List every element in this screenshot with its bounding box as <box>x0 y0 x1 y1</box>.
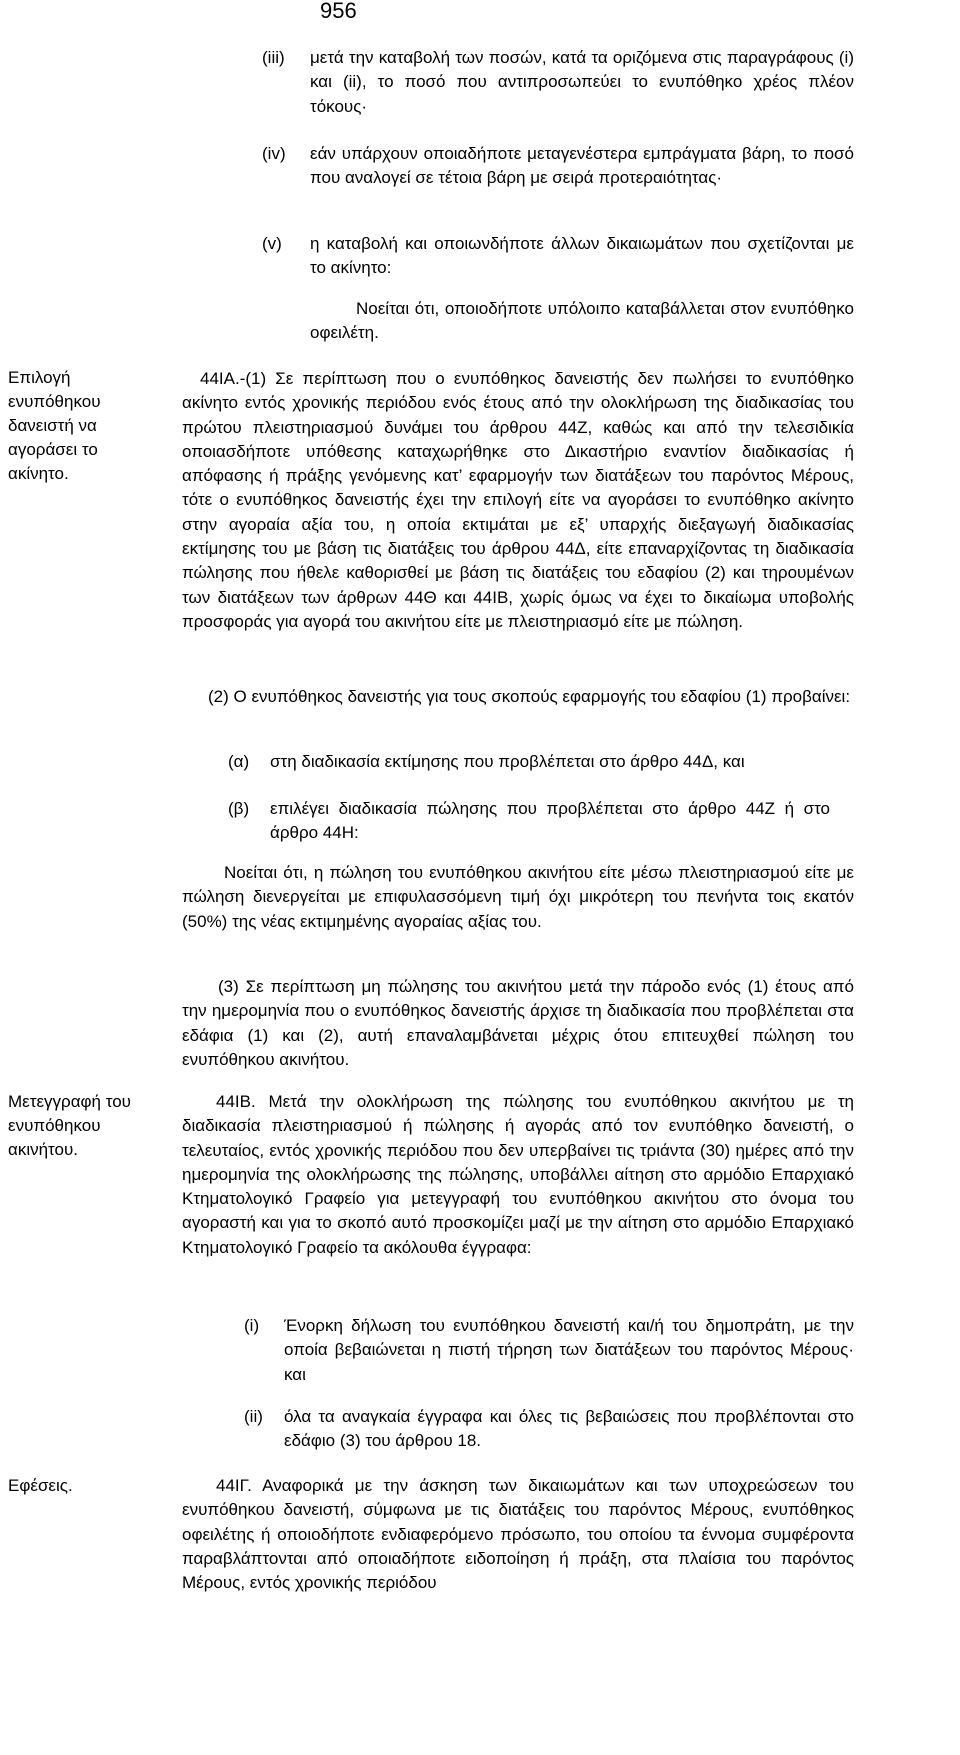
item-text-iv: εάν υπάρχουν οποιαδήποτε μεταγενέστερα εμπράγματα βάρη, το ποσό που αναλογεί σε τέτοια βάρη με σειρά προτεραιότητας· <box>310 144 854 188</box>
sub-text-b: επιλέγει διαδικασία πώλησης που προβλέπεται στο άρθρο 44Ζ ή στο άρθρο 44Η: <box>270 799 830 843</box>
sub-label-a: (α) <box>228 752 250 771</box>
item-label-v: (v) <box>262 234 282 253</box>
section-44IB: 44ΙΒ. Μετά την ολοκλήρωση της πώλησης του ενυπόθηκου ακινήτου με τη διαδικασία πλειστηριασμού ή πώλησης ή αγοράς από τον ενυπόθηκο δανειστή, ο τελευταίος, εντός χρονικής περιόδου που δεν υπερβαίνει τις τριάντα (30) ημέρες από την ημερομηνία της ολοκλήρωσης της πώλησης, υποβάλλει αίτηση στο αρμόδιο Επαρχιακό Κτηματολογικό Γραφείο για μετεγγραφή του ενυπόθηκου ακινήτου στο όνομα του αγοραστή και για το σκοπό αυτό προσκομίζει μαζί με την αίτηση στο αρμόδιο Επαρχιακό Κτηματολογικό Γραφείο τα ακόλουθα έγγραφα: <box>182 1092 854 1257</box>
doc-text-i: Ένορκη δήλωση του ενυπόθηκου δανειστή και/ή του δημοπράτη, με την οποία βεβαιώνεται η πιστή τήρηση των διατάξεων του παρόντος Μέρους· και <box>284 1316 854 1384</box>
item-label-iii: (iii) <box>262 48 285 67</box>
proviso-reserve-price: Νοείται ότι, η πώληση του ενυπόθηκου ακινήτου είτε μέσω πλειστηριασμού είτε με πώληση διενεργείται με επιφυλασσόμενη τιμή όχι μικρότερη του πενήντα τοις εκατόν (50%) της νέας εκτιμημένης αγοραίας αξίας του. <box>182 863 854 931</box>
page-number: 956 <box>320 0 357 23</box>
margin-note-44IB: Μετεγγραφή του ενυπόθηκου ακινήτου. <box>8 1092 131 1159</box>
section-44IA-3: (3) Σε περίπτωση μη πώλησης του ακινήτου μετά την πάροδο ενός (1) έτους από την ημερομηνία που ο ενυπόθηκος δανειστής άρχισε τη διαδικασία που προβλέπεται στα εδάφια (1) και (2), αυτή επαναλαμβάνεται μέχρις ότου επιτευχθεί πώληση του ενυπόθηκου ακινήτου. <box>182 977 854 1069</box>
section-44IA-2: (2) Ο ενυπόθηκος δανειστής για τους σκοπούς εφαρμογής του εδαφίου (1) προβαίνει: <box>208 687 851 706</box>
proviso-balance: Νοείται ότι, οποιοδήποτε υπόλοιπο καταβάλλεται στον ενυπόθηκο οφειλέτη. <box>310 299 854 343</box>
doc-label-i: (i) <box>244 1316 260 1335</box>
sub-text-a: στη διαδικασία εκτίμησης που προβλέπεται στο άρθρο 44Δ, και <box>270 752 745 771</box>
section-44IA-1: 44ΙΑ.-(1) Σε περίπτωση που ο ενυπόθηκος δανειστής δεν πωλήσει το ενυπόθηκο ακίνητο εντός χρονικής περιόδου ενός έτους από την ολοκλήρωση της διαδικασίας του πρώτου πλειστηριασμού δυνάμει του άρθρου 44Ζ, καθώς και από την τελεσιδικία οποιασδήποτε υπόθεσης καταχωρήθηκε στο Δικαστήριο εναντίον διαδικασίας ή απόφασης ή πράξης γενόμενης κατ’ εφαρμογήν των διατάξεων του παρόντος Μέρους, τότε ο ενυπόθηκος δανειστής έχει την επιλογή είτε να αγοράσει το ενυπόθηκο ακίνητο στην αγοραία αξία του, η οποία εκτιμάται με εξ’ υπαρχής διεξαγωγή διαδικασίας εκτίμησης του με βάση τις διατάξεις του άρθρου 44Δ, είτε επαναρχίζοντας τη διαδικασία πώλησης που ήθελε καθορισθεί με βάση τις διατάξεις του εδαφίου (2) και τηρουμένων των διατάξεων των άρθρων 44Θ και 44ΙΒ, χωρίς όμως να έχει το δικαίωμα υποβολής προσφοράς για αγορά του ακινήτου είτε με πλειστηριασμό είτε με πώληση. <box>182 369 854 631</box>
margin-note-44IA: Επιλογή ενυπόθηκου δανειστή να αγοράσει το ακίνητο. <box>8 368 101 483</box>
sub-label-b: (β) <box>228 799 250 818</box>
item-text-iii: μετά την καταβολή των ποσών, κατά τα οριζόμενα στις παραγράφους (i) και (ii), το ποσό που αντιπροσωπεύει το ενυπόθηκο χρέος πλέον τόκους· <box>310 48 854 116</box>
section-44IG: 44ΙΓ. Αναφορικά με την άσκηση των δικαιωμάτων και των υποχρεώσεων του ενυπόθηκου δανειστή, σύμφωνα με τις διατάξεις του παρόντος Μέρους, ενυπόθηκος οφειλέτης ή οποιοδήποτε ενδιαφερόμενο πρόσωπο, του οποίου τα έννομα συμφέροντα παραβλάπτονται από οποιαδήποτε ειδοποίηση ή πράξη, στα πλαίσια του παρόντος Μέρους, εντός χρονικής περιόδου <box>182 1476 854 1593</box>
margin-note-44IG: Εφέσεις. <box>8 1476 73 1495</box>
doc-label-ii: (ii) <box>244 1407 263 1426</box>
item-text-v: η καταβολή και οποιωνδήποτε άλλων δικαιωμάτων που σχετίζονται με το ακίνητο: <box>310 234 854 278</box>
item-label-iv: (iv) <box>262 144 286 163</box>
doc-text-ii: όλα τα αναγκαία έγγραφα και όλες τις βεβαιώσεις που προβλέπονται στο εδάφιο (3) του άρθρου 18. <box>284 1407 854 1451</box>
